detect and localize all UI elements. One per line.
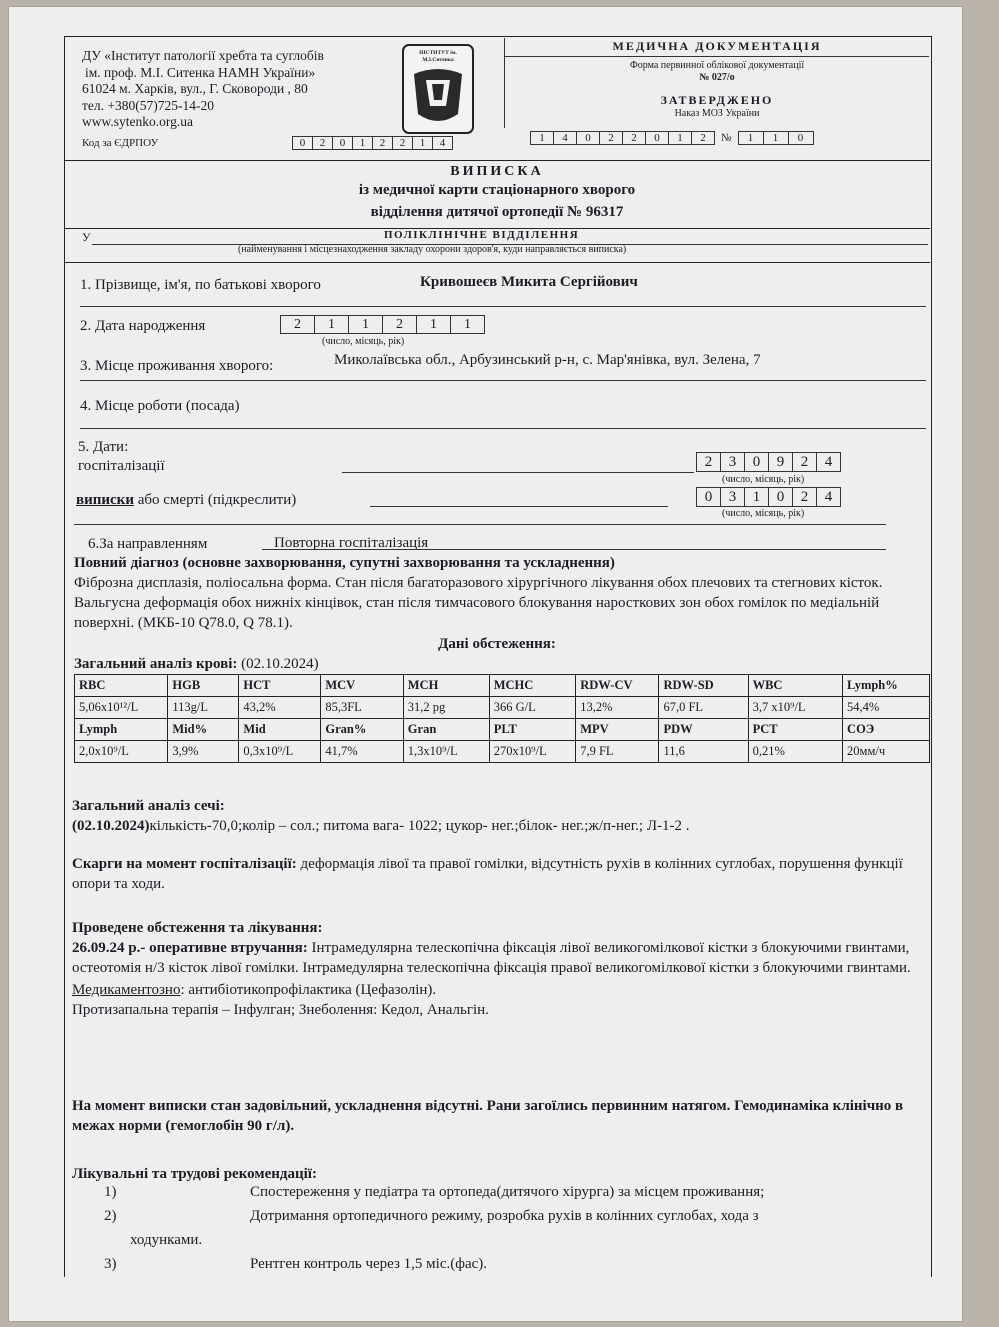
digit-box: 2 xyxy=(692,131,715,145)
institution-header xyxy=(82,48,382,131)
edrpou-code xyxy=(292,136,453,150)
diagnosis-heading: Повний діагноз (основне захворювання, супутні захворювання та ускладнення) xyxy=(74,555,615,571)
digit-box: 0 xyxy=(696,487,721,507)
blood-param-value: 3,7 x10⁹/L xyxy=(748,697,842,719)
hosp-label: госпіталізації xyxy=(78,458,165,474)
digit-box: 0 xyxy=(745,452,769,472)
blood-param-name: MPV xyxy=(576,719,659,741)
digit-box: 0 xyxy=(789,131,814,145)
blood-param-value: 54,4% xyxy=(843,697,930,719)
digit-box: 1 xyxy=(349,315,383,334)
blood-test-table xyxy=(74,674,930,763)
digit-box: 2 xyxy=(623,131,646,145)
blood-heading-row xyxy=(74,656,319,673)
doc-subtitle: із медичної карти стаціонарного хворого xyxy=(358,182,636,198)
hosp-line xyxy=(342,472,694,473)
blood-param-value: 2,0x10⁹/L xyxy=(75,741,168,763)
complaints-text: деформація лівої та правої гомілки, відсутність рухів в колінних суглобах, порушення функції опори та ходи. xyxy=(72,856,903,892)
blood-param-value: 113g/L xyxy=(168,697,239,719)
digit-box: 2 xyxy=(600,131,623,145)
complaints-section xyxy=(72,854,932,894)
digit-box: 0 xyxy=(333,136,353,150)
blood-param-value: 67,0 FL xyxy=(659,697,748,719)
recipient-prefix: У xyxy=(82,230,91,244)
blood-value-row xyxy=(75,697,930,719)
digit-box: 4 xyxy=(433,136,453,150)
dob-digits xyxy=(280,315,485,334)
blood-date: (02.10.2024) xyxy=(241,656,319,672)
blood-param-value: 13,2% xyxy=(576,697,659,719)
order-code-row xyxy=(530,131,814,145)
institution-phone: тел. +380(57)725-14-20 xyxy=(82,97,214,113)
blood-param-value: 1,3x10⁹/L xyxy=(403,741,489,763)
institute-logo xyxy=(402,44,474,134)
residence-line xyxy=(80,380,926,381)
recommendation-number: 2) xyxy=(104,1208,117,1224)
digit-box: 4 xyxy=(817,487,841,507)
blood-param-name: RDW-CV xyxy=(576,675,659,697)
institution-address: 61024 м. Харків, вул., Г. Сковороди , 80 xyxy=(82,81,308,96)
digit-box: 1 xyxy=(669,131,692,145)
recommendation-text: Спостереження у педіатра та ортопеда(дитячого хірурга) за місцем проживання; xyxy=(250,1184,765,1200)
blood-param-name: Lymph% xyxy=(843,675,930,697)
blood-param-name: HCT xyxy=(239,675,321,697)
blood-param-name: HGB xyxy=(168,675,239,697)
diagnosis-section xyxy=(74,553,924,633)
digit-box: 4 xyxy=(554,131,577,145)
discharge-line xyxy=(370,506,668,507)
digit-box: 0 xyxy=(292,136,313,150)
order-label: Наказ МОЗ України xyxy=(674,108,760,119)
exam-heading: Дані обстеження: xyxy=(438,636,556,652)
discharge-date-wrap xyxy=(696,487,841,507)
divider xyxy=(64,160,930,161)
discharge-state: На момент виписки стан задовільний, ускладнення відсутні. Рани загоїлись первинним натягом. Гемодинаміка клінічно в межах норми (гемоглобін 90 г/л). xyxy=(72,1098,904,1134)
patient-name: Кривошеєв Микита Сергійович xyxy=(420,274,638,290)
dates-label: 5. Дати: xyxy=(78,439,129,455)
digit-box: 2 xyxy=(793,487,817,507)
doc-title: ВИПИСКА xyxy=(450,164,544,179)
digit-box: 4 xyxy=(817,452,841,472)
blood-param-value: 31,2 pg xyxy=(403,697,489,719)
digit-box: 1 xyxy=(764,131,789,145)
hosp-date-digits xyxy=(696,452,841,472)
blood-param-name: MCH xyxy=(403,675,489,697)
digit-box: 0 xyxy=(577,131,600,145)
blood-param-value: 270x10⁹/L xyxy=(489,741,576,763)
digit-box: 2 xyxy=(393,136,413,150)
dob-boxes-wrap xyxy=(280,315,485,334)
recommendation-number: 3) xyxy=(104,1256,117,1272)
dob-note: (число, місяць, рік) xyxy=(322,336,405,347)
blood-param-name: Mid% xyxy=(168,719,239,741)
digit-box: 3 xyxy=(721,452,745,472)
blood-param-value: 43,2% xyxy=(239,697,321,719)
anti-inflammatory-line: Протизапальна терапія – Інфулган; Знеболення: Кедол, Анальгін. xyxy=(72,1002,489,1018)
recommendation-number: 1) xyxy=(104,1184,117,1200)
blood-param-name: СОЭ xyxy=(843,719,930,741)
blood-param-value: 11,6 xyxy=(659,741,748,763)
digit-box: 2 xyxy=(696,452,721,472)
work-line xyxy=(80,428,926,429)
edrpou-row xyxy=(82,136,453,150)
blood-param-name: PLT xyxy=(489,719,576,741)
operation-paragraph xyxy=(72,938,932,978)
blood-param-name: RDW-SD xyxy=(659,675,748,697)
medical-documentation-block xyxy=(504,38,929,128)
medication-line xyxy=(72,980,932,1000)
blood-param-name: PDW xyxy=(659,719,748,741)
blood-param-name: Gran xyxy=(403,719,489,741)
digit-box: 1 xyxy=(530,131,554,145)
name-line xyxy=(80,306,926,307)
blood-param-name: RBC xyxy=(75,675,168,697)
digit-box: 2 xyxy=(793,452,817,472)
digit-box: 2 xyxy=(313,136,333,150)
recommendation-text: Дотримання ортопедичного режиму, розробка рухів в колінних суглобах, хода з xyxy=(250,1208,759,1224)
institution-website: www.sytenko.org.ua xyxy=(82,114,193,129)
recommendation-continuation: ходунками. xyxy=(130,1232,203,1248)
medication-label: Медикаментозно xyxy=(72,982,181,998)
blood-param-value: 366 G/L xyxy=(489,697,576,719)
dates-line xyxy=(74,524,886,525)
institution-line1: ДУ «Інститут патології хребта та суглобів xyxy=(82,48,324,63)
digit-box: 1 xyxy=(353,136,373,150)
operation-text: Інтрамедулярна телескопічна фіксація лівої великогомілкової кістки з блокуючими гвинтами, остеотомія н/3 кісток лівої гомілки. Інтрамедулярна телескопічна фіксація правої великогомілкової кістки з блокуючими гвинтами. xyxy=(72,940,911,976)
discharge-label xyxy=(76,492,296,509)
digit-box: 2 xyxy=(383,315,417,334)
approved-label: ЗАТВЕРДЖЕНО xyxy=(660,93,774,107)
residence: Миколаївська обл., Арбузинський р-н, с. Мар'янівка, вул. Зелена, 7 xyxy=(334,352,761,368)
residence-label: 3. Місце проживання хворого: xyxy=(80,358,274,374)
discharge-label-rest: або смерті (підкреслити) xyxy=(133,492,297,508)
blood-param-value: 0,3x10⁹/L xyxy=(239,741,321,763)
recipient-note: (найменування і місцезнаходження закладу охорони здоров'я, куди направляється виписка) xyxy=(238,244,627,255)
blood-param-name: Lymph xyxy=(75,719,168,741)
digit-box: 9 xyxy=(769,452,793,472)
urine-date: (02.10.2024) xyxy=(72,818,150,834)
form-number: № 027/о xyxy=(699,72,735,83)
blood-param-name: MCHC xyxy=(489,675,576,697)
institution-line2: ім. проф. М.І. Ситенка НАМН України» xyxy=(85,64,316,80)
med-doc-title: МЕДИЧНА ДОКУМЕНТАЦІЯ xyxy=(505,38,929,57)
digit-box: 1 xyxy=(451,315,485,334)
discharge-date-digits xyxy=(696,487,841,507)
blood-param-value: 0,21% xyxy=(748,741,842,763)
number-sign: № xyxy=(721,132,732,144)
digit-box: 3 xyxy=(721,487,745,507)
referral-value: Повторна госпіталізація xyxy=(274,535,429,551)
digit-box: 1 xyxy=(738,131,764,145)
recommendation-text: Рентген контроль через 1,5 міс.(фас). xyxy=(250,1256,488,1272)
blood-param-value: 85,3FL xyxy=(321,697,403,719)
treatment-heading: Проведене обстеження та лікування: xyxy=(72,920,323,936)
urine-heading: Загальний аналіз сечі: xyxy=(72,798,225,814)
recommendations-section xyxy=(72,1164,932,1184)
blood-param-value: 7,9 FL xyxy=(576,741,659,763)
digit-box: 1 xyxy=(315,315,349,334)
blood-heading: Загальний аналіз крові: xyxy=(74,656,238,672)
record-number-code xyxy=(738,131,814,145)
blood-param-value: 20мм/ч xyxy=(843,741,930,763)
divider xyxy=(64,262,930,263)
order-code xyxy=(530,131,715,145)
treatment-section xyxy=(72,918,932,1020)
recipient-value: ПОЛІКЛІНІЧНЕ ВІДДІЛЕННЯ xyxy=(384,229,580,241)
complaints-heading: Скарги на момент госпіталізації: xyxy=(72,856,297,872)
dob-label: 2. Дата народження xyxy=(80,318,206,334)
blood-param-name: Gran% xyxy=(321,719,403,741)
referral-line xyxy=(262,549,886,550)
blood-header-row xyxy=(75,675,930,697)
medication-text: : антибіотикопрофілактика (Цефазолін). xyxy=(180,982,437,998)
recommendations-heading: Лікувальні та трудові рекомендації: xyxy=(72,1166,317,1182)
diagnosis-text: Фіброзна дисплазія, поліосальна форма. Стан після багаторазового хірургічного лікування обох плечових та стегнових кісток. Вальгусна деформація обох нижніх кінцівок, стан після тимчасового блокування наросткових зон обох гомілок по медіальній поверхні. (МКБ-10 Q78.0, Q 78.1). xyxy=(74,575,883,631)
blood-param-name: PCT xyxy=(748,719,842,741)
digit-box: 1 xyxy=(745,487,769,507)
blood-param-value: 3,9% xyxy=(168,741,239,763)
hosp-date-note: (число, місяць, рік) xyxy=(722,474,805,485)
urine-section xyxy=(72,796,932,836)
urine-line xyxy=(72,816,932,836)
digit-box: 2 xyxy=(373,136,393,150)
blood-param-value: 5,06x10¹²/L xyxy=(75,697,168,719)
blood-param-name: WBC xyxy=(748,675,842,697)
discharge-date-note: (число, місяць, рік) xyxy=(722,508,805,519)
digit-box: 1 xyxy=(413,136,433,150)
blood-param-value: 41,7% xyxy=(321,741,403,763)
form-line: Форма первинної облікової документації xyxy=(629,60,805,71)
work-label: 4. Місце роботи (посада) xyxy=(80,398,240,414)
operation-heading: 26.09.24 р.- оперативне втручання: xyxy=(72,940,308,956)
digit-box: 2 xyxy=(280,315,315,334)
blood-header-row xyxy=(75,719,930,741)
edrpou-label: Код за ЄДРПОУ xyxy=(82,137,159,149)
department-number: відділення дитячої ортопедії № 96317 xyxy=(370,204,624,220)
urine-text: кількість-70,0;колір – сол.; питома вага- 1022; цукор- нег.;білок- нег.;ж/п-нег.; Л-1-2 . xyxy=(149,818,690,834)
digit-box: 0 xyxy=(769,487,793,507)
name-label: 1. Прізвище, ім'я, по батькові хворого xyxy=(80,277,321,293)
blood-value-row xyxy=(75,741,930,763)
digit-box: 1 xyxy=(417,315,451,334)
hosp-date-wrap xyxy=(696,452,841,472)
blood-param-name: Mid xyxy=(239,719,321,741)
blood-param-name: MCV xyxy=(321,675,403,697)
discharge-label-underlined: виписки xyxy=(76,492,134,508)
referral-label: 6.За направленням xyxy=(88,536,208,552)
digit-box: 0 xyxy=(646,131,669,145)
logo-caption: ІНСТИТУТ ім. М.І.Ситенка xyxy=(419,50,457,63)
